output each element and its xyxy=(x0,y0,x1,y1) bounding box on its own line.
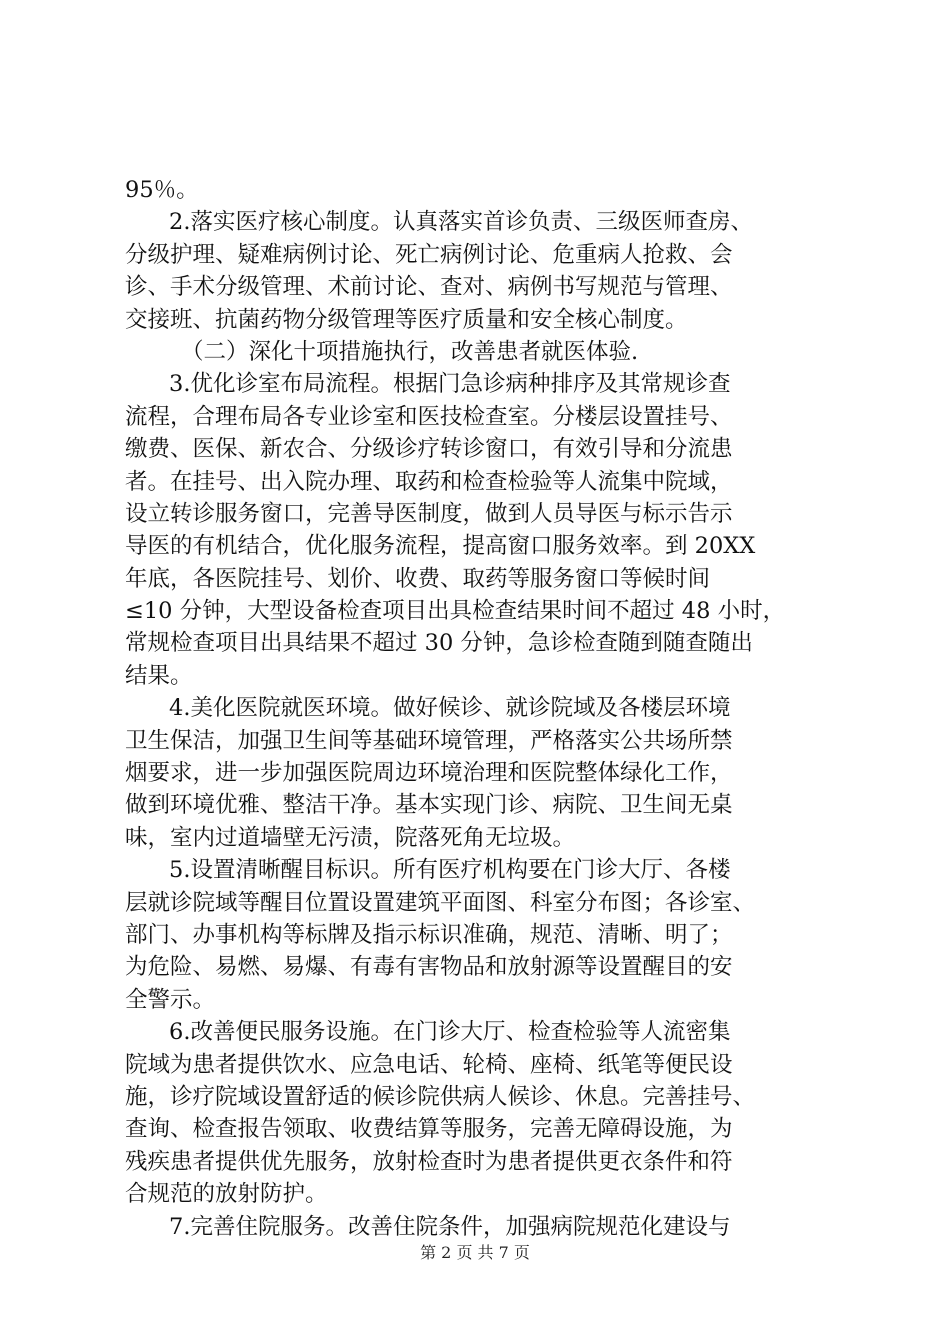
text-line: 味，室内过道墙壁无污渍，院落死角无垃圾。 xyxy=(125,824,576,851)
text-line: 交接班、抗菌药物分级管理等医疗质量和安全核心制度。 xyxy=(125,306,688,333)
text-line: 导医的有机结合，优化服务流程，提高窗口服务效率。到 20XX xyxy=(125,533,756,560)
text-line: 全警示。 xyxy=(125,986,216,1013)
text-line: 层就诊院域等醒目位置设置建筑平面图、科室分布图；各诊室、 xyxy=(125,889,756,916)
text-line: 缴费、医保、新农合、分级诊疗转诊窗口，有效引导和分流患 xyxy=(125,436,733,463)
text-line: 为危险、易燃、易爆、有毒有害物品和放射源等设置醒目的安 xyxy=(125,954,733,981)
text-line: 卫生保洁，加强卫生间等基础环境管理，严格落实公共场所禁 xyxy=(125,727,733,754)
text-line: 院域为患者提供饮水、应急电话、轮椅、座椅、纸笔等便民设 xyxy=(125,1051,733,1078)
text-line: 分级护理、疑难病例讨论、死亡病例讨论、危重病人抢救、会 xyxy=(125,241,733,268)
text-line: 残疾患者提供优先服务，放射检查时为患者提供更衣条件和符 xyxy=(125,1148,733,1175)
text-line: 7.完善住院服务。改善住院条件，加强病院规范化建设与 xyxy=(169,1213,731,1240)
text-line: 4.美化医院就医环境。做好候诊、就诊院域及各楼层环境 xyxy=(169,695,731,722)
text-line: 者。在挂号、出入院办理、取药和检查检验等人流集中院域， xyxy=(125,468,733,495)
section-heading: （二）深化十项措施执行，改善患者就医体验. xyxy=(181,338,639,365)
text-line: 诊、手术分级管理、术前讨论、查对、病例书写规范与管理、 xyxy=(125,274,733,301)
text-line: 烟要求，进一步加强医院周边环境治理和医院整体绿化工作， xyxy=(125,760,733,787)
text-line: 95％。 xyxy=(125,177,199,203)
text-line: 部门、办事机构等标牌及指示标识准确，规范、清晰、明了； xyxy=(125,921,733,948)
text-line: 6.改善便民服务设施。在门诊大厅、检查检验等人流密集 xyxy=(169,1019,731,1046)
text-line: 5.设置清晰醒目标识。所有医疗机构要在门诊大厅、各楼 xyxy=(169,857,731,884)
text-line: 流程，合理布局各专业诊室和医技检查室。分楼层设置挂号、 xyxy=(125,403,733,430)
text-line: 做到环境优雅、整洁干净。基本实现门诊、病院、卫生间无桌 xyxy=(125,792,733,819)
document-body xyxy=(125,174,835,1243)
text-line: 常规检查项目出具结果不超过 30 分钟，急诊检查随到随查随出 xyxy=(125,630,753,657)
text-line: 2.落实医疗核心制度。认真落实首诊负责、三级医师查房、 xyxy=(169,209,753,236)
text-line: 查询、检查报告领取、收费结算等服务，完善无障碍设施，为 xyxy=(125,1116,733,1143)
page-number-footer: 第 2 页 共 7 页 xyxy=(420,1243,530,1262)
text-line: 设立转诊服务窗口，完善导医制度，做到人员导医与标示告示 xyxy=(125,500,733,527)
text-line: 施，诊疗院域设置舒适的候诊院供病人候诊、休息。完善挂号、 xyxy=(125,1083,756,1110)
text-line: 结果。 xyxy=(125,662,193,689)
text-line: 合规范的放射防护。 xyxy=(125,1181,328,1208)
text-line: 3.优化诊室布局流程。根据门急诊病种排序及其常规诊查 xyxy=(169,371,731,398)
text-line: 年底，各医院挂号、划价、收费、取药等服务窗口等候时间 xyxy=(125,565,711,592)
text-line: ≤10 分钟，大型设备检查项目出具检查结果时间不超过 48 小时， xyxy=(125,598,786,625)
